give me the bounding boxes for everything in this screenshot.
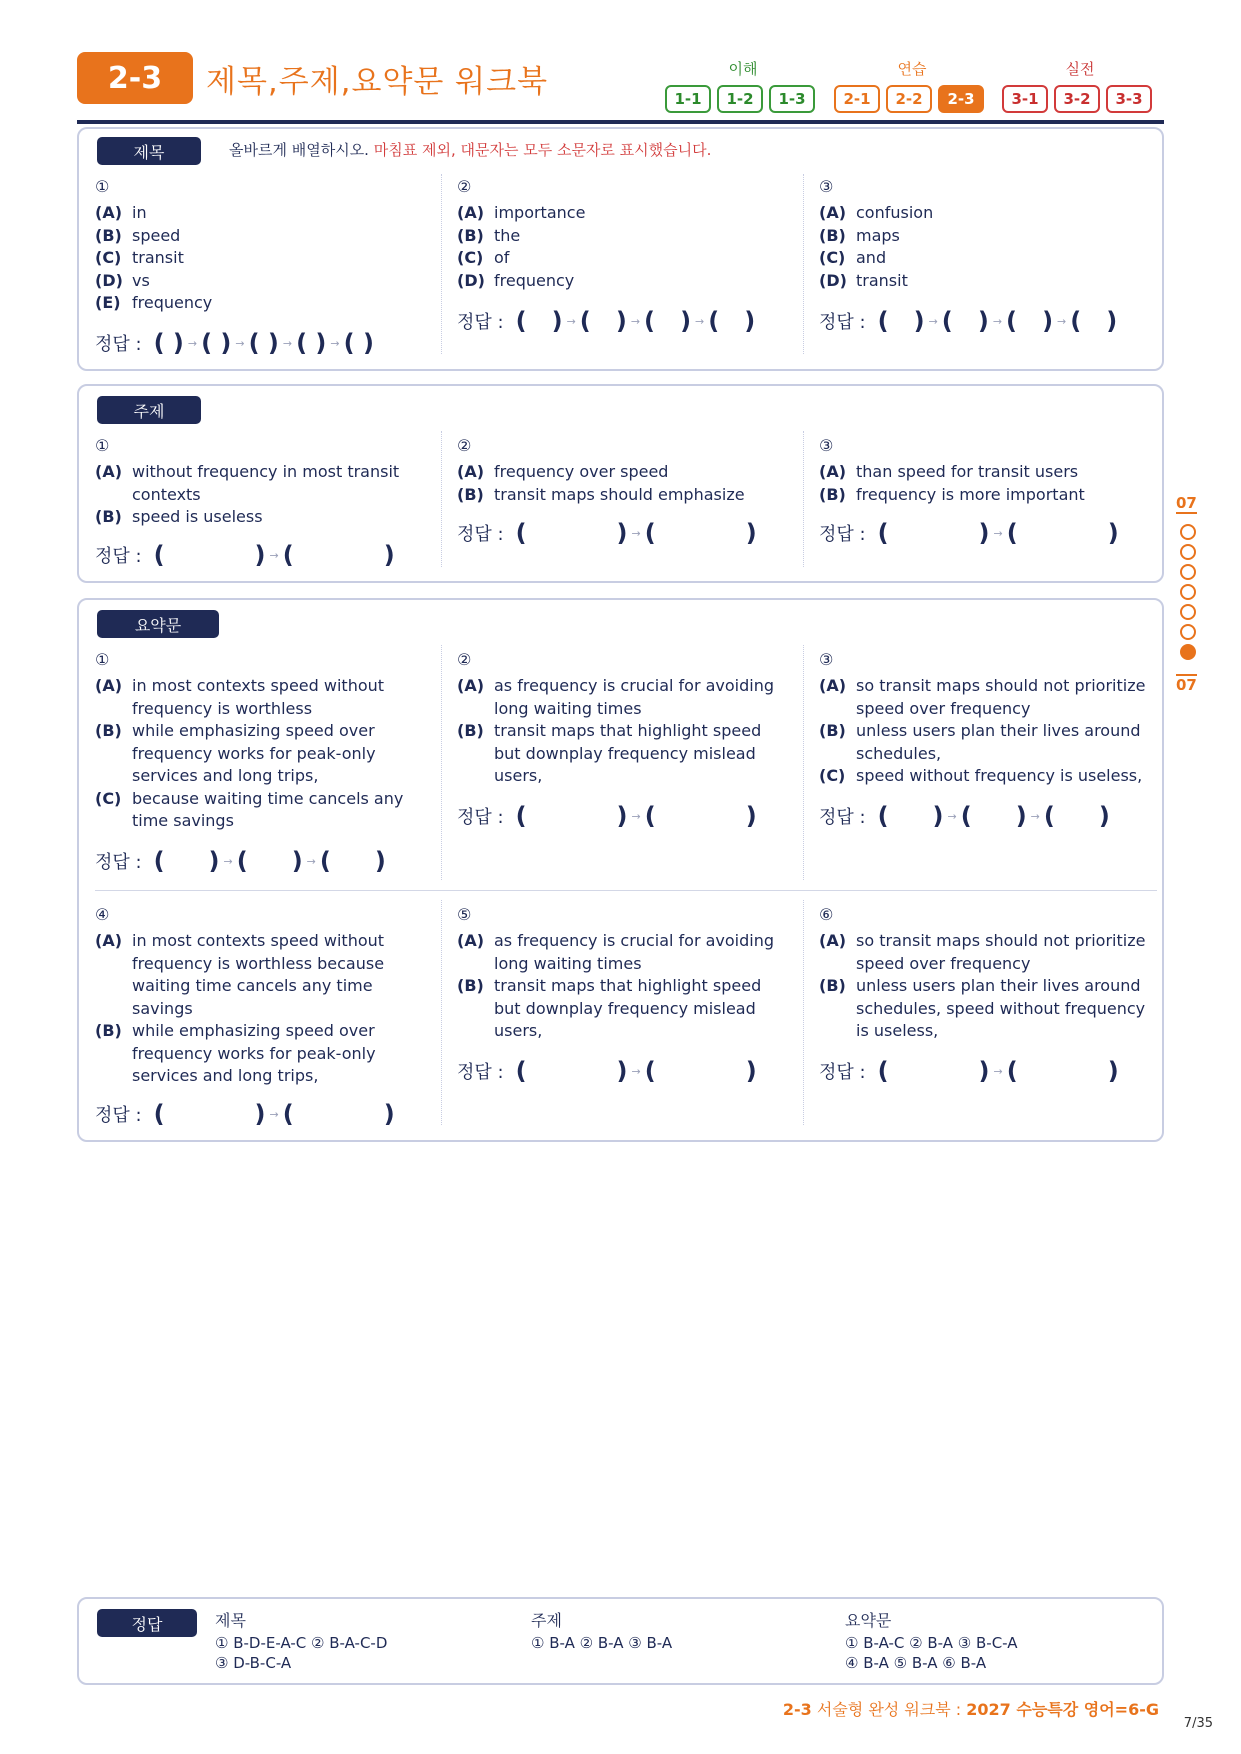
item-number: ① [95, 177, 110, 196]
item-number: ③ [819, 650, 834, 669]
summary-item-4 [95, 905, 415, 1088]
column-divider [441, 645, 442, 880]
option: (A) in [95, 203, 147, 222]
option: (C) of [457, 248, 510, 267]
option: (B) transit maps that highlight speed but downplay frequency mislead users, [457, 976, 762, 1040]
answer-summary-head: 요약문 [845, 1611, 892, 1630]
answer-blank-summary-4[interactable]: 정답 : ( ) → ( ) [95, 1100, 395, 1128]
theme-item-3 [819, 436, 1164, 506]
summary-panel [77, 598, 1164, 1142]
answer-blank-summary-3[interactable]: 정답 : ( ) → ( ) → ( ) [819, 802, 1110, 830]
option: (E) frequency [95, 293, 213, 312]
progress-dot[interactable] [1180, 604, 1196, 620]
option: (A) without frequency in most transit contexts [95, 462, 400, 504]
tab-3-1[interactable]: 3-1 [1002, 85, 1048, 113]
section-pill-summary: 요약문 [97, 610, 219, 638]
theme-item-1 [95, 436, 415, 529]
item-number: ① [95, 650, 110, 669]
column-divider [441, 431, 442, 567]
section-pill-theme: 주제 [97, 396, 201, 424]
option: (A) in most contexts speed without frequency is worthless [95, 676, 385, 718]
answer-blank-summary-6[interactable]: 정답 : ( ) → ( ) [819, 1057, 1119, 1085]
summary-item-3 [819, 650, 1154, 788]
option: (B) speed [95, 225, 181, 245]
tab-2-2[interactable]: 2-2 [886, 85, 932, 113]
footer-book: 2027 수능특강 영어=6-G [966, 1700, 1159, 1719]
page-title: 제목,주제,요약문 워크북 [206, 64, 549, 100]
progress-dot-active[interactable] [1180, 644, 1196, 660]
option: (C) and [819, 248, 887, 267]
column-divider [803, 900, 804, 1125]
option: (B) transit maps that highlight speed but downplay frequency mislead users, [457, 721, 762, 785]
tab-1-3[interactable]: 1-3 [769, 85, 815, 113]
option: (C) transit [95, 248, 184, 267]
option: (A) so transit maps should not prioritize speed over frequency [819, 676, 1146, 718]
column-divider [803, 431, 804, 567]
theme-panel [77, 384, 1164, 583]
title-panel [77, 127, 1164, 371]
item-number: ④ [95, 905, 110, 924]
option: (A) importance [457, 203, 586, 222]
answer-summary-line: ④ B-A ⑤ B-A ⑥ B-A [845, 1654, 987, 1672]
option: (D) vs [95, 270, 150, 290]
answer-blank-theme-3[interactable]: 정답 : ( ) → ( ) [819, 519, 1119, 547]
tab-2-1[interactable]: 2-1 [834, 85, 880, 113]
tab-group-practice [834, 85, 984, 113]
option: (B) while emphasizing speed over frequency works for peak-only services and long trips, [95, 1021, 376, 1085]
group-label-practice: 연습 [897, 60, 927, 78]
item-number: ⑥ [819, 905, 834, 924]
tab-group-understand [665, 85, 815, 113]
theme-item-2 [457, 436, 802, 506]
tab-3-3[interactable]: 3-3 [1106, 85, 1152, 113]
answer-blank-theme-2[interactable]: 정답 : ( ) → ( ) [457, 519, 757, 547]
footer-code: 2-3 [782, 1700, 812, 1719]
answer-title-line: ③ D-B-C-A [215, 1654, 292, 1672]
answer-blank-theme-1[interactable]: 정답 : ( ) → ( ) [95, 541, 395, 569]
item-number: ② [457, 436, 472, 455]
answer-blank-summary-5[interactable]: 정답 : ( ) → ( ) [457, 1057, 757, 1085]
item-number: ③ [819, 177, 834, 196]
header-rule [77, 120, 1164, 124]
progress-dot[interactable] [1180, 584, 1196, 600]
item-number: ③ [819, 436, 834, 455]
title-item-1 [95, 177, 440, 315]
progress-dot[interactable] [1180, 564, 1196, 580]
summary-item-1 [95, 650, 425, 833]
option: (D) transit [819, 270, 908, 290]
item-number: ② [457, 650, 472, 669]
footer-text: 서술형 완성 워크북 : [811, 1700, 967, 1719]
option: (A) so transit maps should not prioritize speed over frequency [819, 931, 1146, 973]
title-item-2 [457, 177, 802, 292]
answer-title-line: ① B-D-E-A-C ② B-A-C-D [215, 1634, 388, 1652]
option: (A) than speed for transit users [819, 462, 1079, 481]
group-label-understand: 이해 [728, 60, 758, 78]
instruction-text: 올바르게 배열하시오. [229, 141, 369, 159]
option: (A) frequency over speed [457, 462, 669, 481]
tab-2-3[interactable]: 2-3 [938, 85, 984, 113]
footer-label [783, 1697, 1159, 1720]
progress-dot[interactable] [1180, 544, 1196, 560]
answer-summary-line: ① B-A-C ② B-A ③ B-C-A [845, 1634, 1018, 1652]
instruction [229, 139, 711, 160]
answer-key-panel [77, 1597, 1164, 1685]
answer-theme-head: 주제 [531, 1611, 562, 1630]
answer-theme-line: ① B-A ② B-A ③ B-A [531, 1634, 673, 1652]
option: (B) unless users plan their lives around schedules, [819, 721, 1141, 763]
title-item-3 [819, 177, 1164, 292]
answer-blank-summary-2[interactable]: 정답 : ( ) → ( ) [457, 802, 757, 830]
side-page-number-bottom: 07 [1176, 676, 1197, 694]
tab-1-1[interactable]: 1-1 [665, 85, 711, 113]
summary-item-6 [819, 905, 1149, 1043]
group-label-real: 실전 [1065, 60, 1095, 78]
answer-pill: 정답 [97, 1609, 197, 1637]
tab-1-2[interactable]: 1-2 [717, 85, 763, 113]
instruction-note: 마침표 제외, 대문자는 모두 소문자로 표시했습니다. [368, 141, 712, 159]
column-divider [441, 174, 442, 354]
answer-blank-title-1[interactable]: 정답 : ( ) → ( ) → ( ) → ( ) → ( ) [95, 329, 374, 357]
option: (B) the [457, 225, 521, 245]
answer-blank-title-2[interactable]: 정답 : ( ) → ( ) → ( ) → ( ) [457, 307, 756, 335]
answer-blank-summary-1[interactable]: 정답 : ( ) → ( ) → ( ) [95, 847, 386, 875]
option: (A) in most contexts speed without frequency is worthless because waiting time cancels any time savings [95, 931, 385, 1018]
answer-title-head: 제목 [215, 1611, 246, 1630]
column-divider [803, 645, 804, 880]
item-number: ② [457, 177, 472, 196]
side-page-number-top: 07 [1176, 494, 1197, 512]
option: (B) frequency is more important [819, 484, 1085, 504]
item-number: ⑤ [457, 905, 472, 924]
column-divider [803, 174, 804, 354]
row-divider [95, 890, 1157, 891]
option: (D) frequency [457, 270, 575, 290]
progress-dot[interactable] [1180, 524, 1196, 540]
option: (C) because waiting time cancels any time savings [95, 788, 404, 830]
summary-item-5 [457, 905, 787, 1043]
summary-item-2 [457, 650, 787, 788]
option: (B) transit maps should emphasize [457, 484, 745, 504]
option: (B) while emphasizing speed over frequency works for peak-only services and long trips, [95, 721, 376, 785]
option: (A) as frequency is crucial for avoiding long waiting times [457, 676, 775, 718]
option: (C) speed without frequency is useless, [819, 766, 1143, 785]
section-pill-title: 제목 [97, 137, 201, 165]
column-divider [441, 900, 442, 1125]
option: (A) confusion [819, 203, 934, 222]
progress-dot[interactable] [1180, 624, 1196, 640]
section-badge: 2-3 [77, 52, 193, 104]
answer-blank-title-3[interactable]: 정답 : ( ) → ( ) → ( ) → ( ) [819, 307, 1118, 335]
tab-group-real [1002, 85, 1152, 113]
option: (B) maps [819, 225, 900, 245]
tab-3-2[interactable]: 3-2 [1054, 85, 1100, 113]
page-number: 7/35 [1183, 1716, 1213, 1731]
option: (B) speed is useless [95, 507, 263, 526]
item-number: ① [95, 436, 110, 455]
option: (B) unless users plan their lives around schedules, speed without frequency is useless, [819, 976, 1146, 1040]
option: (A) as frequency is crucial for avoiding long waiting times [457, 931, 775, 973]
